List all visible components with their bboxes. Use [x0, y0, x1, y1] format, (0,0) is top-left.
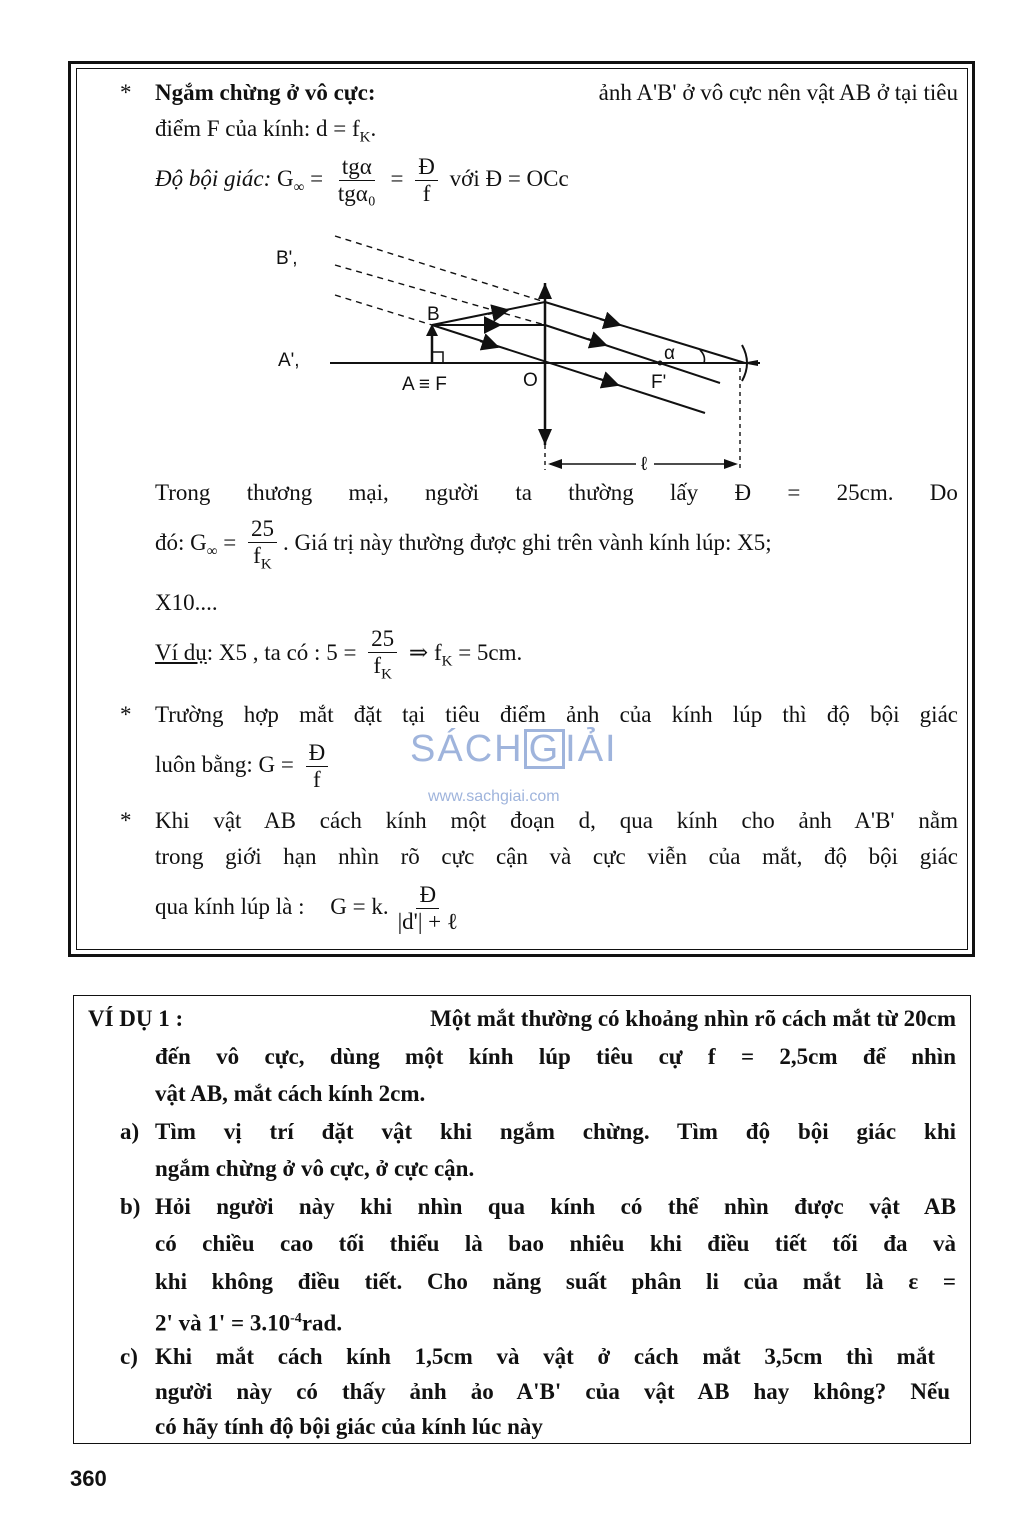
ex1-a-label: a) [120, 1119, 140, 1144]
ray-1-out-arrowhead [600, 319, 620, 325]
trade-g-text: đó: G [155, 530, 207, 555]
with-text: với Đ = OCc [449, 166, 569, 191]
ex1-c-line3: có hãy tính độ bội giác của kính lúc này [155, 1414, 543, 1439]
trade-frac-den [250, 543, 275, 574]
ray-3-out-arrowhead [600, 379, 618, 385]
label-alpha: α [664, 343, 675, 364]
frac2-num: Đ [415, 154, 438, 181]
dashed-extension-2 [335, 265, 545, 325]
trade-equals: = [223, 530, 237, 555]
watermark-brand-left: SÁCH [410, 728, 524, 770]
label-f-prime: F' [651, 372, 667, 393]
equals-2: = [390, 166, 404, 191]
item2-line2 [155, 736, 334, 794]
word: người [425, 480, 480, 505]
ex1-heading: VÍ DỤ 1 : [88, 1006, 184, 1031]
example-text1: : X5 , ta có : 5 = [206, 640, 357, 665]
example-frac-den-sub: K [381, 666, 392, 683]
item1-line2-end: . [370, 116, 377, 141]
distance-right-arrow [724, 459, 738, 469]
example-text2-sub: K [441, 653, 453, 670]
word: Trong [155, 480, 211, 505]
ex1-c-line2: người này có thấy ảnh ảo A'B' của vật AB hay không? Nếu [155, 1379, 950, 1404]
trade-g-sub: ∞ [206, 543, 218, 560]
frac1-den: tgα₀ [337, 181, 376, 207]
ray-1-out [545, 302, 745, 363]
ex1-line1 [88, 1004, 956, 1034]
word: = [787, 480, 801, 505]
item1-text: ảnh A'B' ở vô cực nên vật AB ở tại tiêu [598, 80, 958, 105]
trade-line-3: X10.... [155, 590, 218, 615]
ray-2-out-arrowhead [588, 339, 606, 345]
item3-line3 [155, 878, 467, 936]
g-inf: G [277, 166, 294, 191]
item2-frac-den: f [313, 767, 321, 793]
example-label: Ví dụ [155, 640, 207, 665]
ex1-b-line4-b: rad. [301, 1310, 343, 1336]
item2-line2-text: luôn bằng: G = [155, 752, 294, 777]
lens-bottom-arrow [538, 429, 552, 445]
example-frac-num: 25 [368, 626, 397, 653]
trade-frac-den-f: f [253, 543, 261, 569]
ex1-c-label: c) [120, 1344, 138, 1369]
example-frac-den [370, 653, 395, 684]
item3-frac-num: Đ [416, 882, 439, 909]
ex1-b-line1: Hỏi người này khi nhìn qua kính có thể nhìn được vật AB [155, 1194, 956, 1219]
trade-line2-rest: . Giá trị này thường được ghi trên vành kính lúp: X5; [282, 530, 772, 555]
item2-frac-num: Đ [306, 740, 329, 767]
word: thường [568, 480, 634, 505]
watermark-brand-mid: G [524, 729, 566, 769]
eye-pupil-icon [742, 360, 758, 366]
ray-2-out [545, 325, 720, 383]
label-a-eq-f: A ≡ F [402, 374, 447, 395]
example-fraction [368, 626, 397, 684]
bullet-1: * [120, 80, 132, 105]
word: thương [246, 480, 313, 505]
frac2-den: f [422, 181, 431, 207]
ex1-line2: đến vô cực, dùng một kính lúp tiêu cự f = 2,5cm để nhìn [155, 1044, 956, 1069]
example-text3: = 5cm. [458, 640, 523, 665]
label-b: B [427, 304, 440, 325]
ex1-b-label: b) [120, 1194, 141, 1219]
example-line [155, 624, 522, 691]
ex1-c-line1: Khi mắt cách kính 1,5cm và vật ở cách mắt 3,5cm thì mắt [155, 1344, 935, 1369]
bullet-2: * [120, 702, 132, 727]
frac1-num: tgα [339, 154, 375, 181]
dashed-extension-3 [335, 295, 432, 325]
item1-line2-sub: K [359, 129, 371, 146]
watermark-url: www.sachgiai.com [428, 788, 560, 805]
ex1-b-line4 [155, 1304, 342, 1339]
right-angle-mark [432, 352, 443, 363]
label-a-prime: A', [278, 350, 300, 371]
item1-title: Ngắm chừng ở vô cực: [155, 80, 376, 105]
ex1-b-line2: có chiều cao tối thiểu là bao nhiêu khi điều tiết tối đa và [155, 1231, 956, 1256]
ex1-b-line3: khi không điều tiết. Cho năng suất phân li của mắt là ε = [155, 1269, 956, 1294]
g-inf-sub: ∞ [293, 179, 305, 196]
lens-top-arrow [538, 283, 552, 299]
trade-frac-den-sub: K [260, 556, 272, 573]
bullet-3: * [120, 808, 132, 833]
item3-line3-text: qua kính lúp là : [155, 894, 305, 919]
word: Đ [734, 480, 752, 505]
magnification-label: Độ bội giác: [155, 166, 272, 191]
ex1-line1-text: Một mắt thường có khoảng nhìn rõ cách mắt từ 20cm [430, 1006, 956, 1031]
item3-formula: G = k. [330, 894, 389, 919]
item3-line2: trong giới hạn nhìn rõ cực cận và cực viễn của mắt, độ bội giác [155, 844, 958, 869]
ex1-b-line4-a: 2' và 1' = 3.10 [155, 1310, 291, 1336]
trade-frac-num: 25 [248, 516, 277, 543]
page-number: 360 [70, 1466, 107, 1491]
word: 25cm. [836, 480, 894, 505]
ex1-a-line2: ngắm chừng ở vô cực, ở cực cận. [155, 1156, 475, 1181]
f-prime-point [658, 361, 663, 366]
example-text2: ⇒ f [408, 640, 442, 665]
label-o: O [523, 370, 538, 391]
item3-frac-den: |d'| + ℓ [397, 909, 458, 935]
watermark-logo [410, 728, 618, 771]
dashed-extension-1 [335, 236, 545, 302]
distance-left-arrow [548, 459, 562, 469]
watermark-brand-right: IẢI [565, 728, 618, 770]
example-frac-den-f: f [373, 653, 382, 679]
word: ta [515, 480, 532, 505]
label-b-prime: B', [276, 248, 298, 269]
label-ell: ℓ [641, 454, 648, 475]
item2-fraction [306, 740, 329, 794]
item3-line1: Khi vật AB cách kính một đoạn d, qua kính cho ảnh A'B' nằm [155, 808, 958, 833]
item1-line2-text: điểm F của kính: d = f [155, 116, 360, 141]
trade-line-1 [155, 478, 958, 508]
item2-line1: Trường hợp mắt đặt tại tiêu điểm ảnh của kính lúp thì độ bội giác [155, 702, 958, 727]
ex1-a-line1: Tìm vị trí đặt vật khi ngắm chừng. Tìm độ bội giác khi [155, 1119, 956, 1144]
alpha-arc [700, 350, 705, 363]
ex1-line3: vật AB, mắt cách kính 2cm. [155, 1081, 426, 1106]
equals-1: = [310, 166, 324, 191]
item3-fraction [395, 882, 461, 936]
word: mại, [348, 480, 389, 505]
word: lấy [670, 480, 699, 505]
ray-3-arrowhead [480, 341, 498, 347]
ex1-b-line4-sup: -4 [290, 1311, 302, 1326]
trade-line-2 [155, 514, 772, 581]
word: Do [929, 480, 958, 505]
trade-fraction [248, 516, 277, 574]
